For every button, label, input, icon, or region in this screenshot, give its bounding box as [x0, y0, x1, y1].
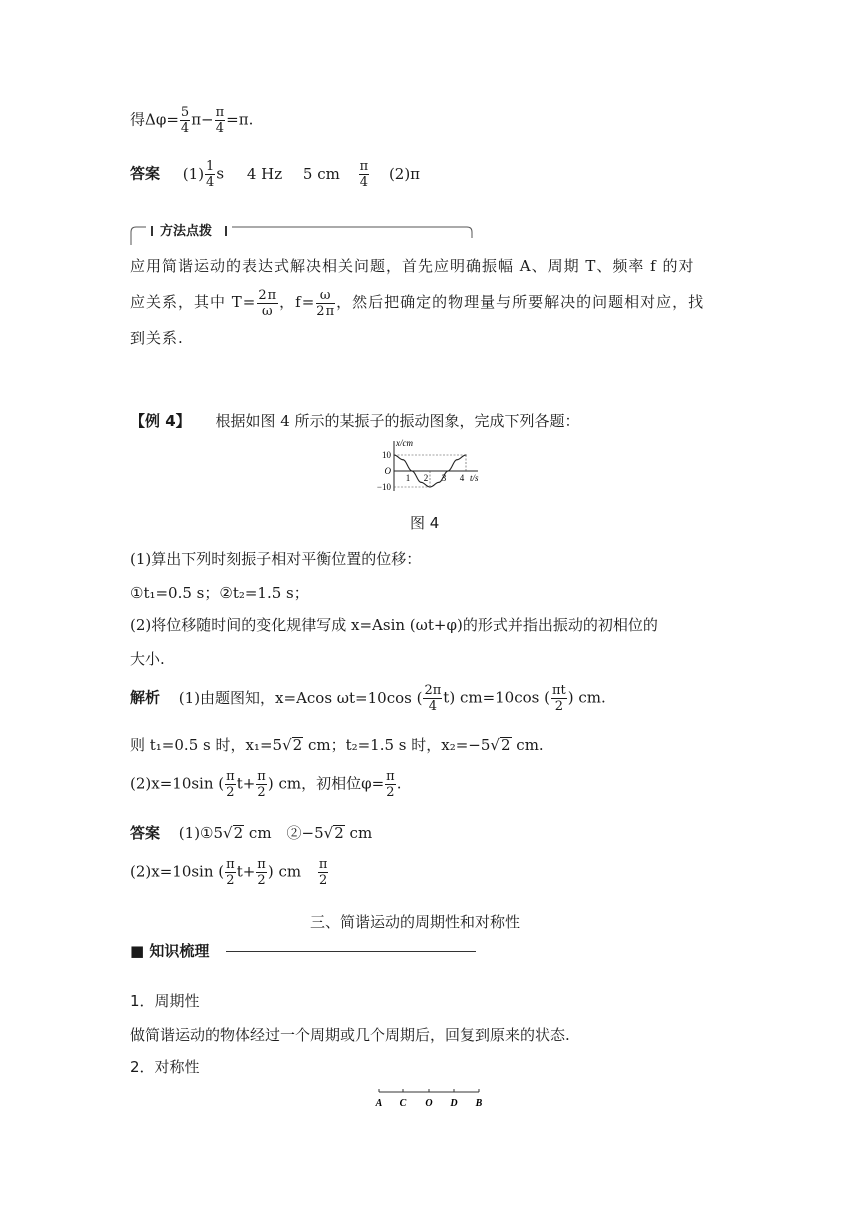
fraction-denominator: 2	[554, 699, 564, 714]
method-line-2-text: ，f=	[279, 293, 316, 311]
example-text: 根据如图 4 所示的某振子的振动图象，完成下列各题：	[215, 412, 580, 430]
sqrt-radicand: 2	[233, 824, 244, 842]
fraction-numerator: πt	[551, 683, 566, 698]
item-2-title: 2．对称性	[130, 1058, 200, 1076]
solution-line-3	[130, 770, 402, 799]
fraction-numerator: 2π	[424, 683, 442, 698]
fraction	[423, 684, 442, 713]
fraction-numerator: π	[257, 857, 266, 872]
fraction-denominator: 4	[215, 121, 225, 136]
fraction-denominator: 2	[257, 785, 266, 800]
fraction-numerator: π	[359, 159, 369, 174]
answer-text: ) cm	[267, 862, 302, 881]
answer-unit: s	[216, 164, 225, 183]
question-1-sub: ①t₁=0.5 s；②t₂=1.5 s；	[130, 584, 309, 602]
knowledge-label: ■ 知识梳理	[130, 942, 210, 960]
sqrt-radicand: 2	[292, 736, 303, 754]
axis-point-label: D	[450, 1098, 458, 1109]
fraction	[257, 289, 278, 318]
answer-label: 答案	[130, 824, 161, 842]
fraction	[225, 770, 236, 799]
y-tick-label: −10	[376, 482, 391, 492]
solution-text: ) cm，初相位φ=	[267, 774, 385, 793]
answer-2-line-2	[130, 858, 329, 887]
sqrt-radicand: 2	[500, 736, 511, 754]
delta-phi-line	[130, 106, 253, 135]
item-1-title: 1．周期性	[130, 992, 200, 1010]
fraction	[215, 106, 226, 135]
fraction-numerator: 1	[206, 159, 215, 174]
sqrt-radicand: 2	[334, 824, 344, 842]
data-point	[411, 470, 412, 471]
data-point	[438, 482, 439, 483]
fraction-denominator: 4	[206, 175, 215, 190]
fraction-denominator: 2π	[316, 303, 336, 319]
fraction-denominator: 2	[226, 873, 235, 888]
answer-part-2: (2)π	[388, 164, 421, 183]
solution-text: t) cm=10cos (	[443, 688, 550, 707]
delta-phi-result: =π.	[226, 110, 254, 129]
x-tick-label: 3	[441, 473, 447, 483]
fraction-numerator: π	[257, 769, 266, 784]
fraction	[256, 858, 267, 887]
answer-label: 答案	[130, 164, 161, 183]
answer-2-line-1: 答案 (1)①5√2 cm ②−5√2 cm	[130, 824, 373, 842]
data-point	[447, 470, 448, 471]
x-tick-label: 2	[423, 473, 429, 483]
fraction-numerator: π	[226, 857, 235, 872]
data-point	[465, 454, 466, 455]
answer-text: cm	[344, 824, 373, 842]
answer-line-1	[130, 160, 420, 189]
x-tick-label: 4	[459, 473, 465, 483]
question-2-line-2: 大小.	[130, 650, 165, 668]
knowledge-header	[130, 940, 476, 962]
fraction	[180, 106, 190, 135]
fraction-numerator: π	[318, 857, 328, 872]
delta-phi-text: π−	[191, 110, 214, 129]
answer-text: (2)x=10sin (	[130, 862, 225, 881]
method-line-1: 应用简谐运动的表达式解决相关问题，首先应明确振幅 A、周期 T、频率 f 的对	[130, 257, 695, 275]
method-tip-text	[130, 248, 732, 356]
question-1: (1)算出下列时刻振子相对平衡位置的位移：	[130, 550, 422, 568]
method-line-2	[130, 284, 732, 320]
answer-text: (1)①5	[178, 824, 224, 842]
method-line-2-text: 应关系，其中 T=	[130, 293, 257, 311]
answer-phase-fraction	[359, 160, 370, 189]
data-point	[456, 459, 457, 460]
fraction-denominator: 2	[257, 873, 266, 888]
solution-text: (2)x=10sin (	[130, 774, 225, 793]
solution-line-2: 则 t₁=0.5 s 时，x₁=5√2 cm；t₂=1.5 s 时，x₂=−5√2 cm.	[130, 736, 544, 754]
item-1-text: 做简谐运动的物体经过一个周期或几个周期后，回复到原来的状态.	[130, 1026, 570, 1044]
solution-text: ) cm.	[567, 688, 606, 707]
solution-text: t+	[236, 774, 256, 793]
figure-caption: 图 4	[410, 514, 440, 532]
fraction-numerator: π	[215, 105, 225, 120]
data-point	[429, 486, 430, 487]
fraction-denominator: 2	[386, 785, 395, 800]
solution-text: cm；t₂=1.5 s 时，x₂=−5	[303, 736, 491, 754]
fraction	[316, 289, 335, 318]
fraction-numerator: 5	[180, 105, 190, 120]
x-axis-label: t/s	[470, 473, 479, 483]
fraction-denominator: 4	[180, 121, 190, 136]
example-heading	[130, 410, 580, 431]
answer-amplitude: 5 cm	[302, 164, 340, 183]
solution-text: (1)由题图知，x=Acos ωt=10cos (	[178, 688, 423, 707]
fraction-numerator: π	[226, 769, 235, 784]
solution-line-1	[130, 684, 606, 713]
fraction-denominator: 4	[428, 699, 438, 714]
data-point	[420, 482, 421, 483]
fraction	[205, 160, 215, 189]
fraction	[225, 858, 236, 887]
method-tip-label: 方法点拨	[160, 224, 213, 239]
method-line-2-text: ，然后把确定的物理量与所要解决的问题相对应，找	[336, 293, 705, 311]
fraction	[256, 770, 267, 799]
section-title: 三、简谐运动的周期性和对称性	[310, 913, 521, 931]
fraction	[385, 770, 396, 799]
fraction-numerator: π	[386, 769, 395, 784]
method-line-3: 到关系.	[130, 329, 184, 347]
knowledge-rule	[226, 951, 476, 952]
fraction-denominator: 2	[319, 873, 328, 888]
solution-text: 则 t₁=0.5 s 时，x₁=5	[130, 736, 283, 754]
vibration-chart	[364, 438, 504, 502]
x-tick-label: 1	[405, 473, 411, 483]
axis-point-label: C	[399, 1098, 407, 1109]
y-tick-label: O	[384, 466, 391, 476]
answer-part-label: (1)	[182, 164, 205, 183]
fraction-numerator: ω	[316, 289, 335, 304]
data-point	[402, 459, 403, 460]
y-tick-label: 10	[382, 450, 391, 460]
solution-label: 解析	[130, 688, 161, 707]
axis-point-label: O	[425, 1098, 433, 1109]
fraction-numerator: 2π	[258, 287, 278, 303]
data-point	[393, 454, 394, 455]
method-tip-header	[130, 222, 473, 246]
answer-text: t+	[236, 862, 256, 881]
answer-phase-fraction	[318, 858, 329, 887]
answer-text: cm ②−5	[244, 824, 324, 842]
fraction-denominator: ω	[261, 303, 274, 319]
symmetry-axis-diagram	[370, 1084, 490, 1114]
solution-text: cm.	[511, 736, 544, 754]
fraction-denominator: 4	[359, 175, 369, 190]
delta-phi-prefix: 得Δφ=	[130, 110, 179, 129]
axis-point-label: A	[375, 1098, 383, 1109]
y-axis-label: x/cm	[396, 438, 413, 448]
question-2-line-1: (2)将位移随时间的变化规律写成 x=Asin (ωt+φ)的形式并指出振动的初相位的	[130, 616, 658, 634]
solution-text: .	[396, 774, 402, 793]
fraction	[551, 684, 567, 713]
axis-point-label: B	[475, 1098, 483, 1109]
fraction-denominator: 2	[226, 785, 235, 800]
answer-frequency: 4 Hz	[246, 164, 283, 183]
example-label: 【例 4】	[130, 412, 191, 430]
